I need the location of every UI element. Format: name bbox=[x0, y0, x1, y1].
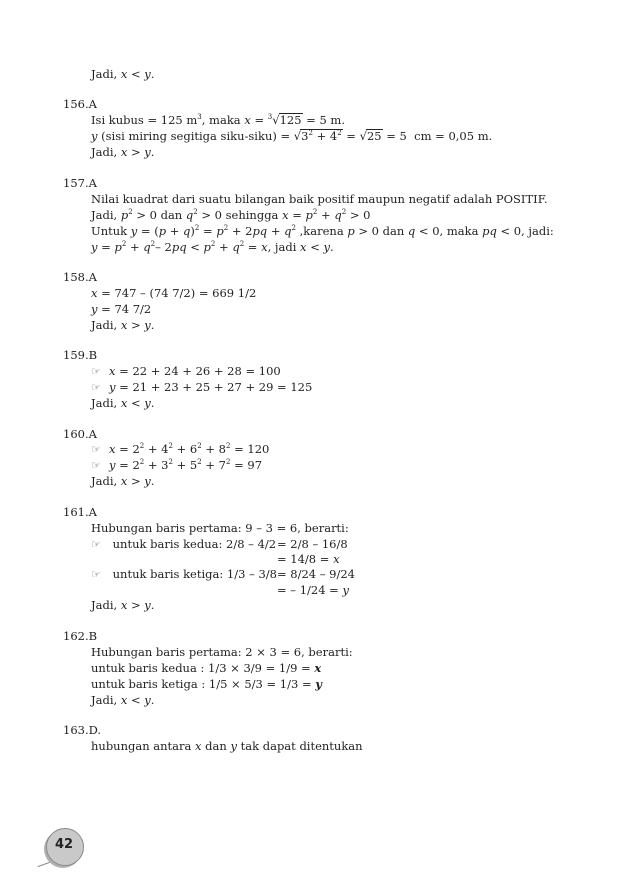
pointing-hand-icon: ☞ bbox=[91, 568, 101, 581]
answer-157-line-4: $y = p^2 + q^2-$ $2pq < p^2 + q^2 = x$, jadi x < y. bbox=[91, 240, 334, 254]
pointing-hand-icon: ☞ bbox=[91, 365, 101, 378]
answer-161-line-4-result: = 8/24 – 9/24 bbox=[277, 567, 356, 581]
answer-heading-160: 160.A bbox=[63, 427, 97, 441]
answer-161-line-2-result: = 2/8 – 16/8 bbox=[277, 537, 348, 551]
answer-157-line-2: Jadi, $p^2 > 0$ dan $q^2 > 0$ sehingga $x = p^2 + q^2 > 0$ bbox=[91, 208, 371, 222]
answer-heading-161: 161.A bbox=[63, 505, 97, 519]
answer-heading-156: 156.A bbox=[63, 97, 97, 111]
answer-heading-159: 159.B bbox=[63, 348, 98, 362]
answer-161-line-3-result: = 14/8 = x bbox=[277, 552, 340, 566]
answer-159-line-1: ☞ x = 22 + 24 + 26 + 28 = 100 bbox=[91, 364, 281, 378]
answer-heading-162: 162.B bbox=[63, 629, 98, 643]
answer-157-line-3: Untuk $y = (p + q)^2 = p^2 + 2pq + q^2$ ,karena p > 0 dan q < 0, maka pq < 0, jadi: bbox=[91, 224, 554, 238]
pointing-hand-icon: ☞ bbox=[91, 443, 101, 456]
answer-161-line-2: ☞ untuk baris kedua: 2/8 – 4/2 bbox=[91, 537, 277, 551]
answer-160-line-1: ☞ $x = 2^2 + 4^2 + 6^2 + 8^2 = 120$ bbox=[91, 442, 270, 456]
answer-156-line-3: Jadi, x > y. bbox=[91, 145, 155, 159]
answer-158-line-1: x = 747 – (74 7/2) = 669 1/2 bbox=[91, 286, 257, 300]
pointing-hand-icon: ☞ bbox=[91, 459, 101, 472]
answer-159-line-3: Jadi, x < y. bbox=[91, 396, 155, 410]
answer-158-line-3: Jadi, x > y. bbox=[91, 318, 155, 332]
conclusion-text: Jadi, x < y. bbox=[91, 67, 155, 81]
answer-heading-157: 157.A bbox=[63, 176, 97, 190]
answer-162-line-4: Jadi, x < y. bbox=[91, 693, 155, 707]
answer-162-line-2: untuk baris kedua : 1/3 × 3/9 = 1/9 = x bbox=[91, 661, 322, 675]
pointing-hand-icon: ☞ bbox=[91, 538, 101, 551]
page-number-badge bbox=[40, 826, 90, 866]
answer-162-line-1: Hubungan baris pertama: 2 × 3 = 6, berarti: bbox=[91, 645, 353, 659]
page-number: 42 bbox=[54, 837, 74, 852]
answer-160-line-3: Jadi, x > y. bbox=[91, 474, 155, 488]
answer-160-line-2: ☞ $y = 2^2 + 3^2 + 5^2 + 7^2 = 97$ bbox=[91, 458, 263, 472]
answer-161-line-4: ☞ untuk baris ketiga: 1/3 – 3/8 bbox=[91, 567, 277, 581]
answer-163-line-1: hubungan antara x dan y tak dapat ditentukan bbox=[91, 739, 363, 753]
answer-158-line-2: y = 74 7/2 bbox=[91, 302, 152, 316]
answer-161-line-5-result: = – 1/24 = y bbox=[277, 583, 349, 597]
answer-159-line-2: ☞ y = 21 + 23 + 25 + 27 + 29 = 125 bbox=[91, 380, 313, 394]
answer-156-line-1: Isi kubus = 125 $m^3$, maka x = $^3$√125 = 5 m. bbox=[91, 113, 345, 127]
answer-157-line-1: Nilai kuadrat dari suatu bilangan baik positif maupun negatif adalah POSITIF. bbox=[91, 192, 548, 206]
answer-161-line-6: Jadi, x > y. bbox=[91, 598, 155, 612]
answer-162-line-3: untuk baris ketiga : 1/5 × 5/3 = 1/3 = y bbox=[91, 677, 322, 691]
answer-161-line-1: Hubungan baris pertama: 9 – 3 = 6, berarti: bbox=[91, 521, 349, 535]
answer-heading-163: 163.D. bbox=[63, 723, 102, 737]
answer-heading-158: 158.A bbox=[63, 270, 97, 284]
answer-156-line-2: y (sisi miring segitiga siku-siku) = $√3^2 + 4^2 = √25 = 5$ cm = 0,05 m. bbox=[91, 129, 493, 143]
pointing-hand-icon: ☞ bbox=[91, 381, 101, 394]
